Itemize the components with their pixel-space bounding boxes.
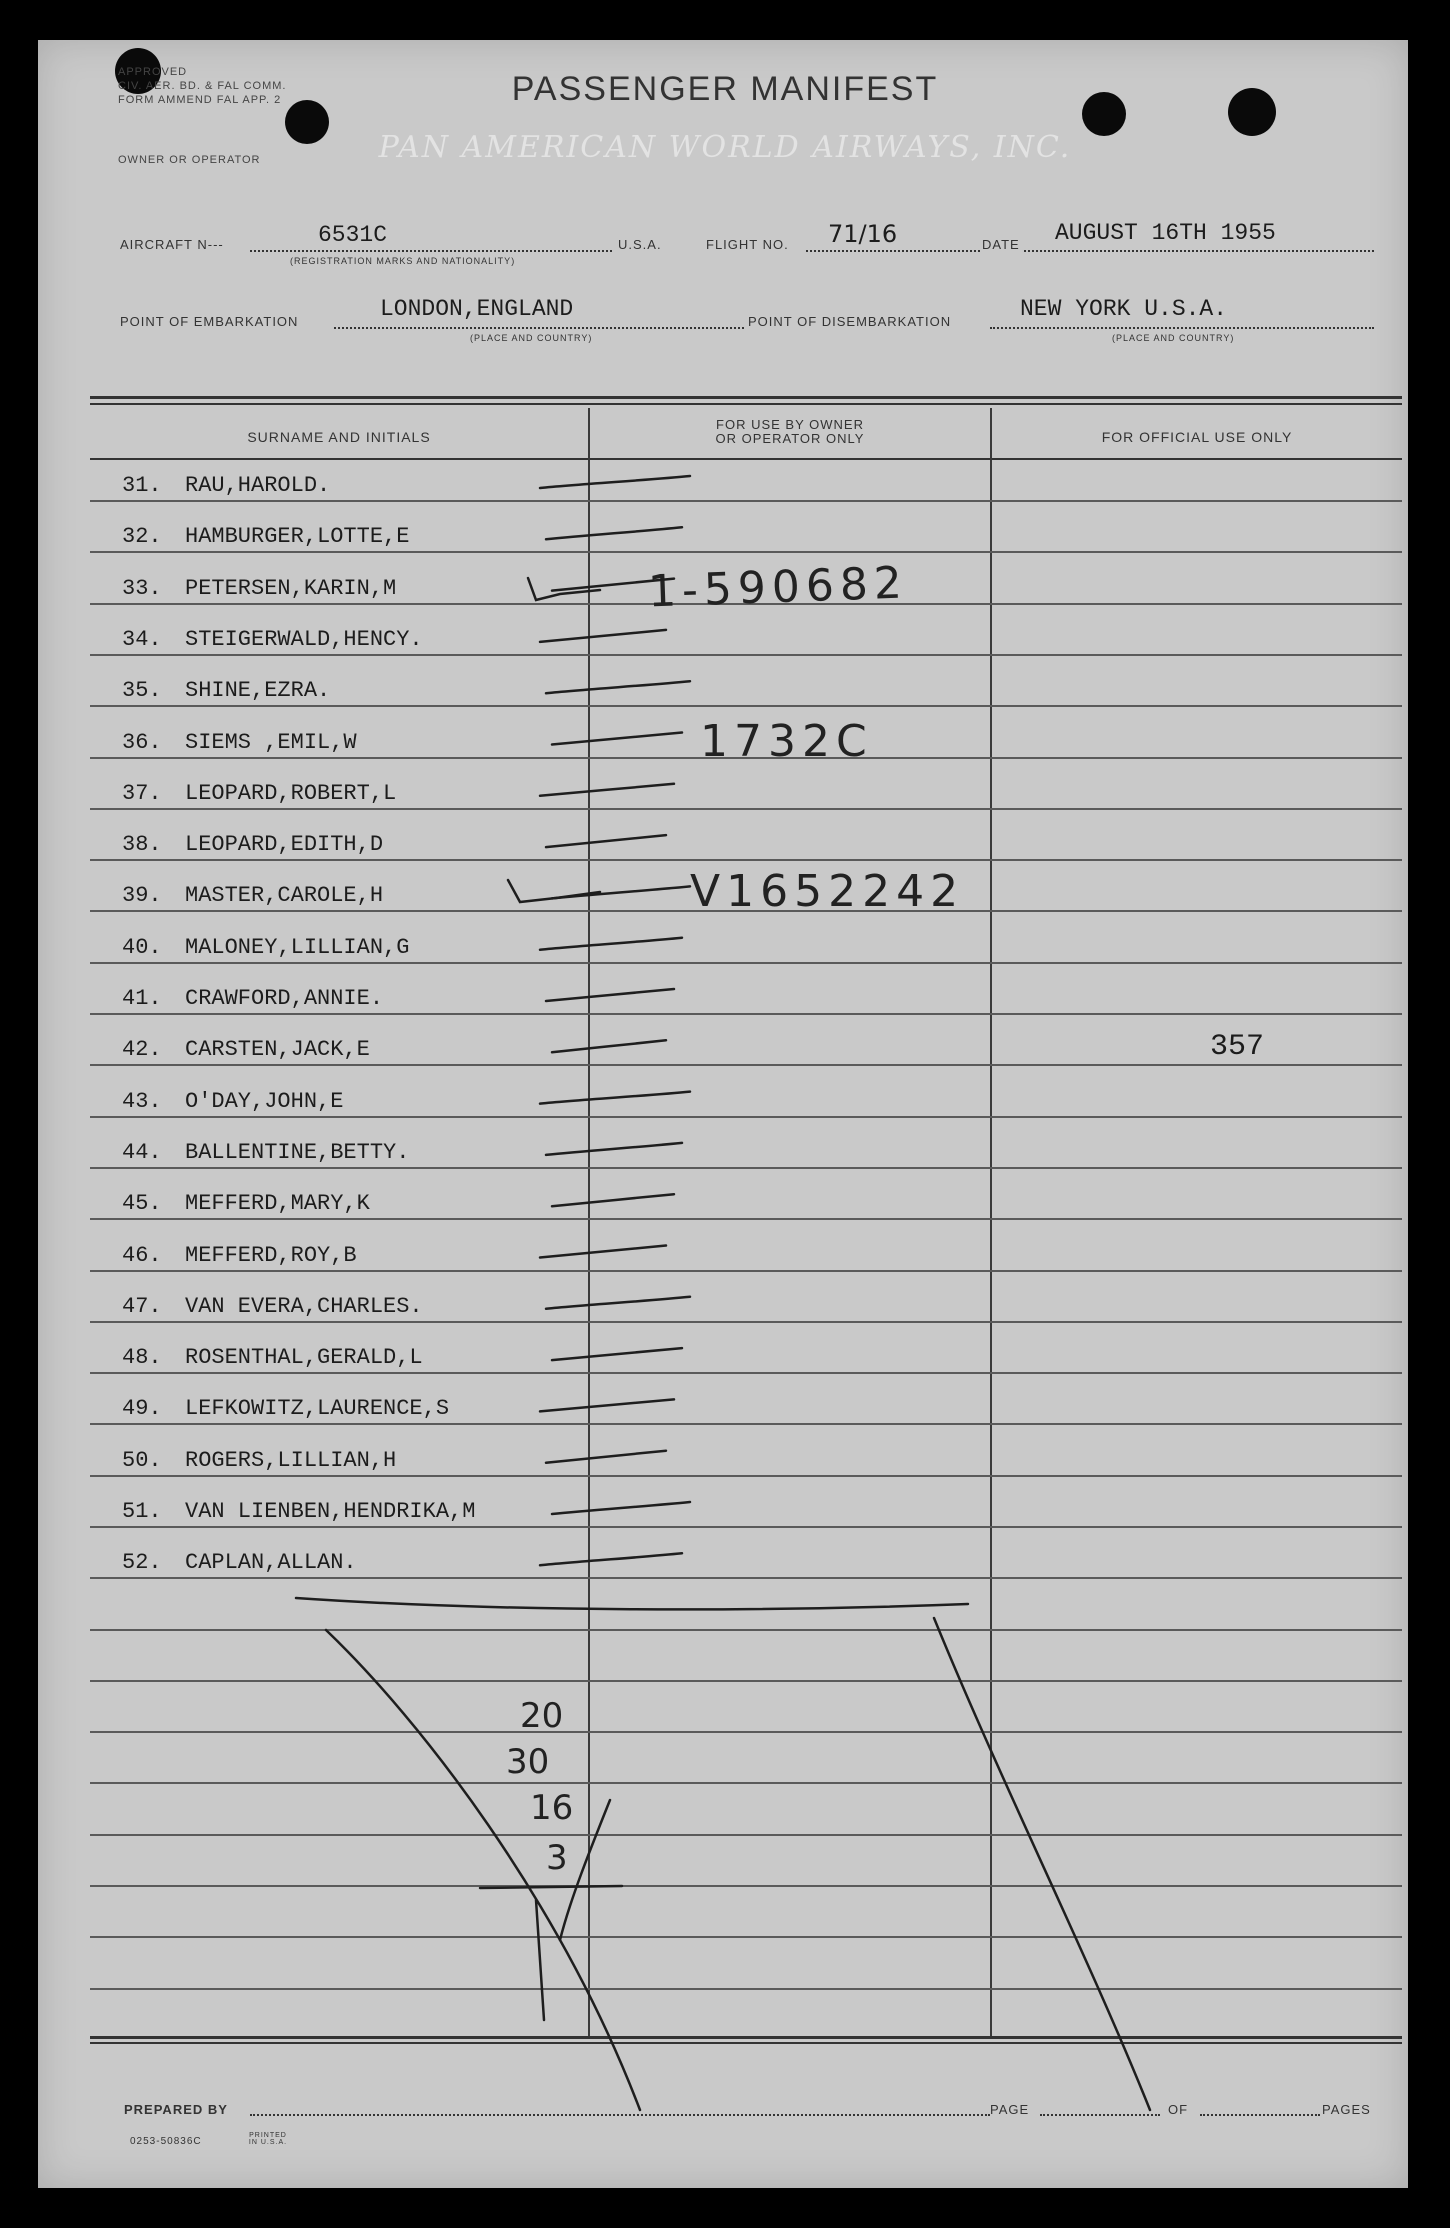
owner-dash-mark [552, 1348, 682, 1360]
passenger-name: HAMBURGER,LOTTE,E [185, 524, 410, 549]
aircraft-sublabel: (REGISTRATION MARKS AND NATIONALITY) [290, 256, 516, 266]
owner-dash-mark [540, 1399, 674, 1411]
passenger-number: 37. [122, 781, 162, 806]
check-mark-row39 [508, 880, 600, 902]
owner-use-line-1: FOR USE BY OWNER [716, 417, 864, 432]
passenger-name: LEOPARD,EDITH,D [185, 832, 384, 857]
form-code: 0253-50836C [130, 2136, 202, 2147]
page-underline [1040, 2114, 1160, 2116]
passenger-number: 49. [122, 1396, 162, 1421]
passenger-name: ROSENTHAL,GERALD,L [185, 1345, 423, 1370]
of-label: OF [1168, 2102, 1189, 2117]
passenger-number: 36. [122, 730, 162, 755]
owner-dash-mark [540, 476, 690, 488]
owner-dash-mark [546, 527, 682, 539]
passenger-number: 31. [122, 473, 162, 498]
owner-dash-mark [552, 1502, 690, 1514]
embarkation-value: LONDON,ENGLAND [380, 296, 574, 322]
passenger-name: SIEMS ,EMIL,W [185, 730, 357, 755]
tally-slash [560, 1800, 610, 1940]
flight-label: FLIGHT NO. [706, 237, 789, 252]
passenger-name: PETERSEN,KARIN,M [185, 576, 397, 601]
passenger-number: 44. [122, 1140, 162, 1165]
passenger-number: 43. [122, 1089, 162, 1114]
pages-label: PAGES [1322, 2102, 1371, 2117]
passenger-name: CARSTEN,JACK,E [185, 1037, 370, 1062]
passenger-number: 52. [122, 1550, 162, 1575]
embarkation-label: POINT OF EMBARKATION [120, 314, 299, 329]
passenger-number: 38. [122, 832, 162, 857]
owner-dash-mark [540, 630, 666, 642]
page-label: PAGE [990, 2102, 1030, 2117]
owner-dash-mark [546, 835, 666, 847]
handwritten-ticket-row36: 1732C [700, 716, 873, 767]
owner-dash-mark [540, 938, 682, 950]
aircraft-value: 6531C [318, 222, 388, 248]
of-underline [1200, 2114, 1320, 2116]
passenger-number: 48. [122, 1345, 162, 1370]
owner-operator-label: OWNER OR OPERATOR [118, 154, 261, 166]
approval-line: APPROVED [118, 66, 188, 78]
handwritten-tally-4: 3 [546, 1838, 568, 1878]
passenger-number: 42. [122, 1037, 162, 1062]
owner-dash-mark [546, 1297, 690, 1309]
handwritten-tally-3: 16 [530, 1788, 574, 1828]
prepared-by-underline [250, 2114, 990, 2116]
passenger-number: 32. [122, 524, 162, 549]
closing-stroke [296, 1598, 968, 1609]
owner-dash-mark [546, 1143, 682, 1155]
handwritten-tally-2: 30 [506, 1742, 550, 1782]
page-title: PASSENGER MANIFEST [511, 70, 939, 108]
approval-line: CIV. AER. BD. & FAL COMM. [118, 79, 287, 92]
passenger-name: CRAWFORD,ANNIE. [185, 986, 384, 1011]
airline-name: PAN AMERICAN WORLD AIRWAYS, INC. [378, 130, 1072, 165]
passenger-number: 34. [122, 627, 162, 652]
passenger-name: STEIGERWALD,HENCY. [185, 627, 423, 652]
owner-dash-mark [552, 1194, 674, 1206]
disembarkation-sublabel: (PLACE AND COUNTRY) [1112, 333, 1235, 343]
date-label: DATE [982, 237, 1020, 252]
disembarkation-label: POINT OF DISEMBARKATION [748, 314, 952, 329]
owner-use-line-2: OR OPERATOR ONLY [715, 431, 865, 447]
handwritten-tally-1: 20 [520, 1696, 564, 1736]
passenger-name: BALLENTINE,BETTY. [185, 1140, 410, 1165]
disembarkation-value: NEW YORK U.S.A. [1020, 296, 1228, 322]
passenger-name: MASTER,CAROLE,H [185, 883, 384, 908]
passenger-number: 51. [122, 1499, 162, 1524]
tally-stroke [536, 1900, 544, 2020]
aircraft-label: AIRCRAFT N--- [120, 237, 224, 252]
printer-mark: PRINTED IN U.S.A. [248, 2132, 288, 2146]
date-value: AUGUST 16TH 1955 [1055, 220, 1276, 246]
usa-label: U.S.A. [618, 237, 662, 252]
official-use-column-header: FOR OFFICIAL USE ONLY [1101, 429, 1293, 445]
passenger-number: 46. [122, 1243, 162, 1268]
passenger-name: MEFFERD,ROY,B [185, 1243, 357, 1268]
handwritten-ticket-row39: V1652242 [690, 866, 965, 917]
owner-dash-mark [552, 1040, 666, 1052]
owner-dash-mark [546, 989, 674, 1001]
tally-underline [480, 1886, 622, 1888]
official-number-row42: 357 [1210, 1030, 1265, 1064]
passenger-number: 45. [122, 1191, 162, 1216]
owner-dash-mark [540, 784, 674, 796]
passenger-number: 35. [122, 678, 162, 703]
approval-line: FORM AMMEND FAL APP. 2 [118, 93, 282, 106]
passenger-name: VAN LIENBEN,HENDRIKA,M [185, 1499, 476, 1524]
passenger-name: RAU,HAROLD. [185, 473, 331, 498]
owner-dash-mark [552, 579, 674, 591]
passenger-number: 40. [122, 935, 162, 960]
passenger-number: 33. [122, 576, 162, 601]
embarkation-sublabel: (PLACE AND COUNTRY) [470, 333, 593, 343]
passenger-name: CAPLAN,ALLAN. [185, 1550, 357, 1575]
owner-dash-mark [546, 681, 690, 693]
owner-dash-mark [540, 1246, 666, 1258]
passenger-name: O'DAY,JOHN,E [185, 1089, 344, 1114]
diagonal-cross-left [326, 1630, 640, 2110]
passenger-name: MEFFERD,MARY,K [185, 1191, 370, 1216]
passenger-number: 47. [122, 1294, 162, 1319]
owner-dash-mark [540, 1092, 690, 1104]
flight-value: 71/16 [828, 220, 898, 248]
passenger-name: MALONEY,LILLIAN,G [185, 935, 410, 960]
diagonal-cross-right [934, 1618, 1150, 2110]
passenger-name: LEOPARD,ROBERT,L [185, 781, 397, 806]
passenger-number: 39. [122, 883, 162, 908]
passenger-name: VAN EVERA,CHARLES. [185, 1294, 423, 1319]
owner-dash-mark [540, 1553, 682, 1565]
prepared-by-label: PREPARED BY [124, 2102, 228, 2117]
passenger-name: SHINE,EZRA. [185, 678, 331, 703]
passenger-name: ROGERS,LILLIAN,H [185, 1448, 397, 1473]
passenger-number: 50. [122, 1448, 162, 1473]
surname-column-header: SURNAME AND INITIALS [247, 429, 431, 445]
owner-dash-mark [552, 733, 682, 745]
handwritten-ticket-row33: 1-590682 [647, 557, 909, 618]
owner-dash-mark [546, 1451, 666, 1463]
passenger-number: 41. [122, 986, 162, 1011]
passenger-name: LEFKOWITZ,LAURENCE,S [185, 1396, 450, 1421]
